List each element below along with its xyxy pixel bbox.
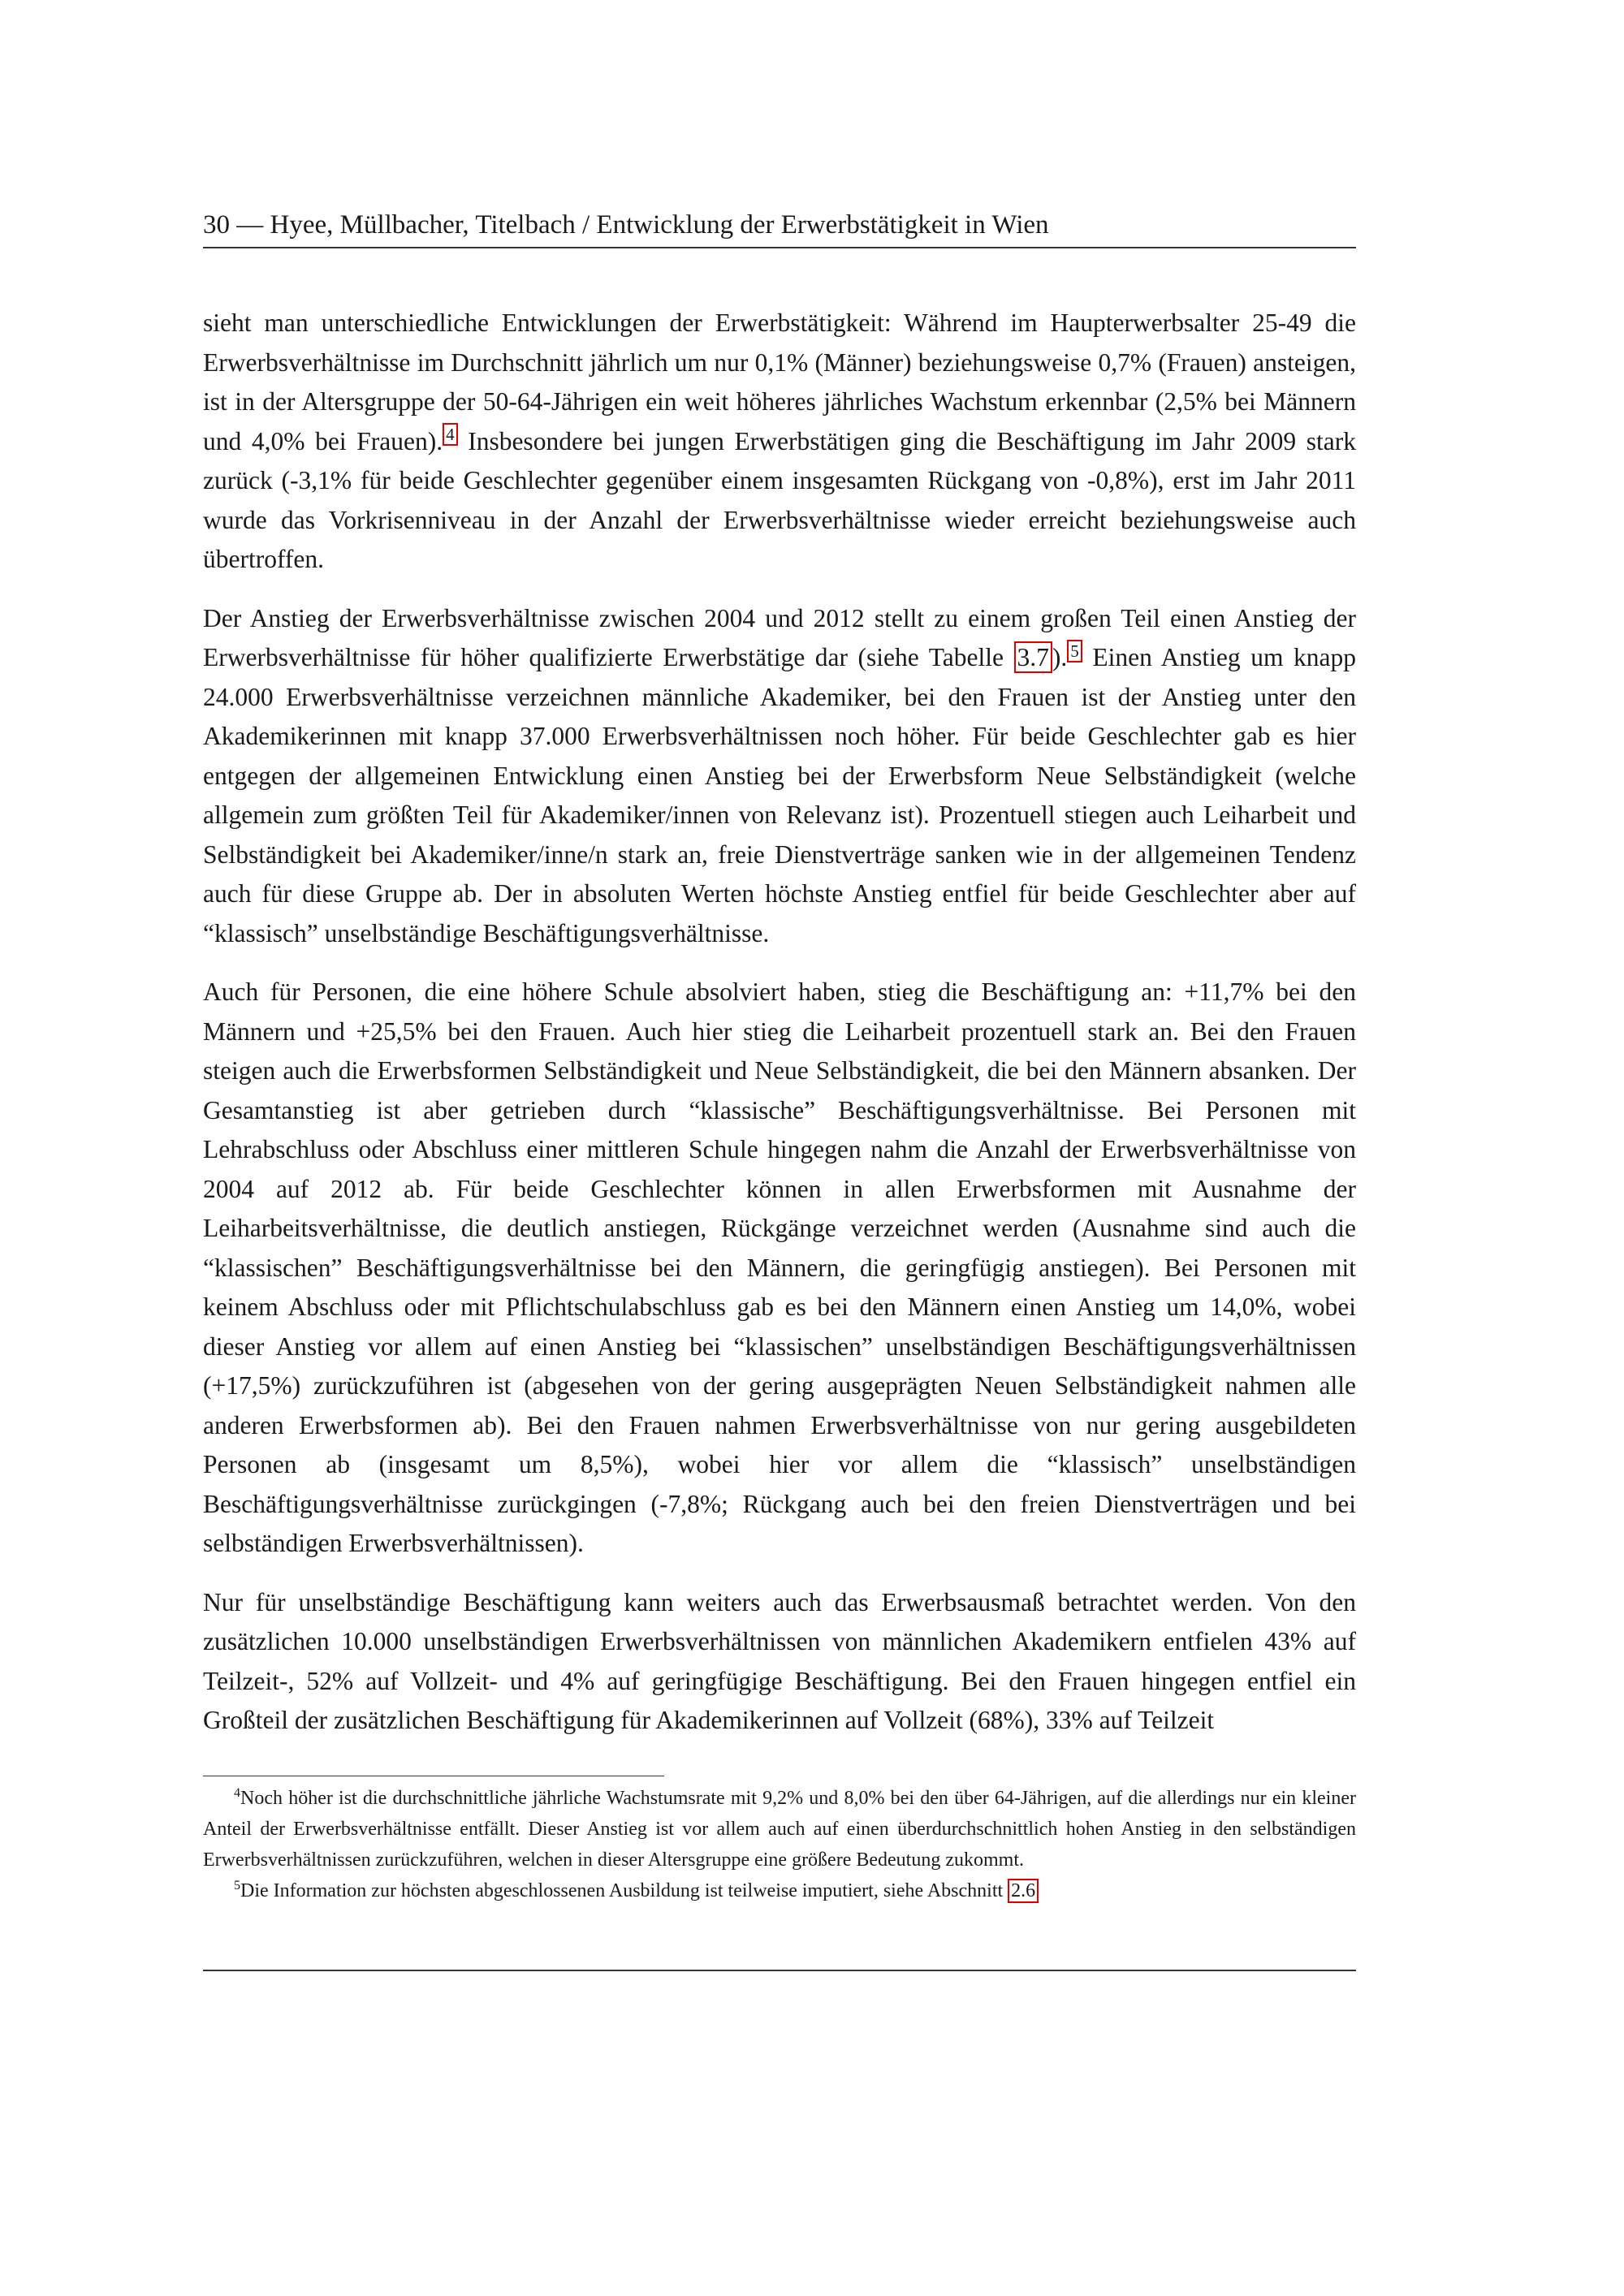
footnote-4-mark: 4	[234, 1786, 240, 1800]
footnote-4-text: Noch höher ist die durchschnittliche jährliche Wachstumsrate mit 9,2% und 8,0% bei den über 64-Jährigen, auf die allerdings nur ein kleiner Anteil der Erwerbsverhältnisse entfällt. Dieser Anstieg ist vor allem auch auf einen überdurchschnittlich hohen Anstieg in den selbständigen Erwerbsverhältnissen zurückzuführen, welchen in dieser Altersgruppe eine größere Bedeutung zukommt.	[203, 1788, 1356, 1871]
running-header: 30 — Hyee, Müllbacher, Titelbach / Entwicklung der Erwerbstätigkeit in Wien	[203, 205, 1356, 248]
main-text	[203, 304, 1356, 1760]
footnote-4	[203, 1783, 1356, 1875]
paragraph-2	[203, 599, 1356, 954]
footnotes	[203, 1783, 1356, 1906]
footnote-5-text: Die Information zur höchsten abgeschlossenen Ausbildung ist teilweise imputiert, siehe Abschnitt	[240, 1880, 1009, 1901]
bottom-rule	[203, 1970, 1356, 1971]
paragraph-4: Nur für unselbständige Beschäftigung kann weiters auch das Erwerbsausmaß betrachtet werden. Von den zusätzlichen 10.000 unselbständigen Erwerbsverhältnissen von männlichen Akademikern entfielen 43% auf Teilzeit-, 52% auf Vollzeit- und 4% auf geringfügige Beschäftigung. Bei den Frauen hingegen entfiel ein Großteil der zusätzlichen Beschäftigung für Akademikerinnen auf Vollzeit (68%), 33% auf Teilzeit	[203, 1587, 1356, 1734]
table-3-7-link[interactable]: 3.7	[1014, 641, 1052, 673]
paragraph-2-part-a: Der Anstieg der Erwerbsverhältnisse zwischen 2004 und 2012 stellt zu einem großen Teil einen Anstieg der Erwerbsverhältnisse für höher qualifizierte Erwerbstätige dar (siehe Tabelle	[203, 603, 1356, 671]
paragraph-2-mid: ).	[1052, 643, 1068, 671]
paragraph-1	[203, 304, 1356, 580]
paragraph-2-part-b: Einen Anstieg um knapp 24.000 Erwerbsverhältnisse verzeichnen männliche Akademiker, bei den Frauen ist der Anstieg unter den Akademikerinnen mit knapp 37.000 Erwerbsverhältnissen noch höher. Für beide Geschlechter gab es hier entgegen der allgemeinen Entwicklung einen Anstieg bei der Erwerbsform Neue Selbständigkeit (welche allgemein zum größten Teil für Akademiker/innen von Relevanz ist). Prozentuell stiegen auch Leiharbeit und Selbständigkeit bei Akademiker/inne/n stark an, freie Dienstverträge sanken wie in der allgemeinen Tendenz auch für diese Gruppe ab. Der in absoluten Werten höchste Anstieg entfiel für beide Geschlechter aber auf “klassisch” unselbständige Beschäftigungsverhältnisse.	[203, 643, 1356, 947]
paragraph-3: Auch für Personen, die eine höhere Schule absolviert haben, stieg die Beschäftigung an: +11,7% bei den Männern und +25,5% bei den Frauen. Auch hier stieg die Leiharbeit prozentuell stark an. Bei den Frauen steigen auch die Erwerbsformen Selbständigkeit und Neue Selbständigkeit, die bei den Männern absanken. Der Gesamtanstieg ist aber getrieben durch “klassische” Beschäftigungsverhältnisse. Bei Personen mit Lehrabschluss oder Abschluss einer mittleren Schule hingegen nahm die Anzahl der Erwerbsverhältnisse von 2004 auf 2012 ab. Für beide Geschlechter können in allen Erwerbsformen mit Ausnahme der Leiharbeitsverhältnisse, die deutlich anstiegen, Rückgänge verzeichnet werden (Ausnahme sind auch die “klassischen” Beschäftigungsverhältnisse bei den Männern, die geringfügig anstiegen). Bei Personen mit keinem Abschluss oder mit Pflichtschulabschluss gab es bei den Männern einen Anstieg um 14,0%, wobei dieser Anstieg vor allem auf einen Anstieg bei “klassischen” unselbständigen Beschäftigungsverhältnissen (+17,5%) zurückzuführen ist (abgesehen von der gering ausgeprägten Neuen Selbständigkeit nahmen alle anderen Erwerbsformen ab). Bei den Frauen nahmen Erwerbsverhältnisse von nur gering ausgebildeten Personen ab (insgesamt um 8,5%), wobei hier vor allem die “klassisch” unselbständigen Beschäftigungsverhältnisse zurückgingen (-7,8%; Rückgang auch bei den freien Dienstverträgen und bei selbständigen Erwerbsverhältnissen).	[203, 978, 1356, 1557]
footnote-5-link[interactable]: 5	[1067, 640, 1082, 662]
footnote-5-mark: 5	[234, 1879, 240, 1892]
footnote-4-link[interactable]: 4	[443, 423, 458, 446]
paragraph-1-part-a: sieht man unterschiedliche Entwicklungen der Erwerbstätigkeit: Während im Haupterwerbsalter 25-49 die Erwerbsverhältnisse im Durchschnitt jährlich um nur 0,1% (Männer) beziehungsweise 0,7% (Frauen) ansteigen, ist in der Altersgruppe der 50-64-Jährigen ein weit höheres jährliches Wachstum erkennbar (2,5% bei Männern und 4,0% bei Frauen).	[203, 309, 1356, 455]
section-2-6-link[interactable]: 2.6	[1008, 1879, 1039, 1903]
footnote-5	[203, 1875, 1356, 1906]
paragraph-1-part-b: Insbesondere bei jungen Erwerbstätigen ging die Beschäftigung im Jahr 2009 stark zurück (-3,1% für beide Geschlechter gegenüber einem insgesamten Rückgang von -0,8%), erst im Jahr 2011 wurde das Vorkrisenniveau in der Anzahl der Erwerbsverhältnisse wieder erreicht beziehungsweise auch übertroffen.	[203, 426, 1356, 573]
